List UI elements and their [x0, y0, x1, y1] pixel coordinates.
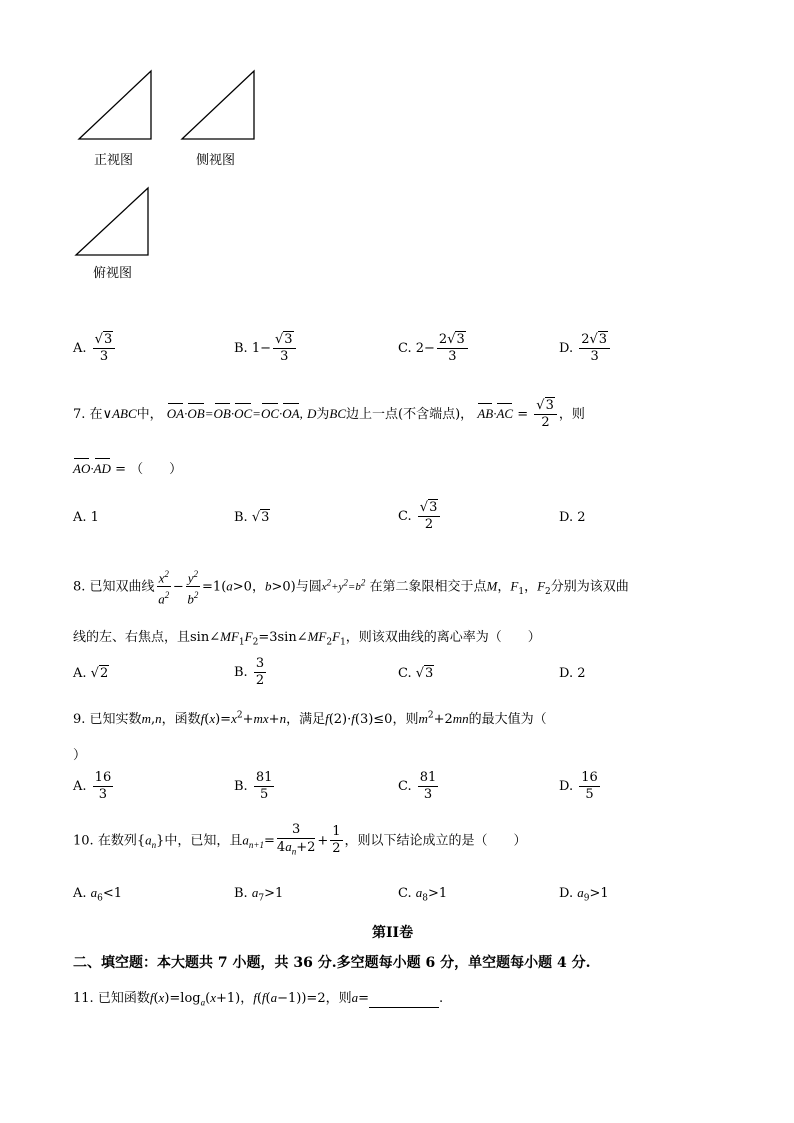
q9-option-a: A. $\frac{16}{3}$ [73, 770, 112, 802]
q8-option-c: C. √3 [398, 666, 434, 681]
q7-option-a: A. 1 [73, 510, 99, 525]
q6-option-c: C. 2− $\frac{2√3}{3}$ [398, 332, 470, 365]
front-view-label: 正视图 [94, 153, 134, 168]
q6-option-a: A. $\frac{√3}{3}$ [73, 332, 117, 365]
question-10: 10. 在数列$\{a_n\}$中，已知，且$a_{n+1}=$ $\frac{3}{4a_n+2}$ + $\frac{1}{2}$ ，则以下结论成立的是（ ） [73, 822, 527, 857]
front-view-figure [76, 68, 156, 144]
question-7: 7. 在∨ABC中， OA·OB=OB·OC=OC·OA, D为BC边上一点(不含端点)， AB·AC = $\frac{√3}{2}$ ，则 [73, 398, 585, 430]
q8-option-a: A. √2 [73, 666, 109, 681]
q9-option-d: D. $\frac{16}{5}$ [559, 770, 598, 802]
section-heading: 二、填空题：本大题共 7 小题，共 36 分.多空题每小题 6 分，单空题每小题 4 分. [73, 955, 591, 971]
q10-option-b: B. $a_7>1$ [234, 885, 284, 904]
side-view-label: 侧视图 [196, 153, 236, 168]
q8-option-b: B. $\frac{3}{2}$ [234, 656, 265, 688]
q8-option-d: D. 2 [559, 666, 586, 681]
answer-blank[interactable] [369, 995, 439, 1008]
question-8: 8. 已知双曲线 $\frac{x^2}{a^2}$ − $\frac{y^2}{b^2}$ =1(a>0，b>0)与圆$x^2+y^2=b^2$ 在第二象限相交于点M，$F_1$，$F_2$分别为该双曲 [73, 566, 629, 608]
question-9-line2: ） [73, 748, 87, 763]
question-8-line2: 线的左、右焦点，且$\sin\angle MF_1F_2=3\sin\angle MF_2F_1$，则该双曲线的离心率为（ ） [73, 629, 541, 648]
q7-option-b: B. √3 [234, 510, 270, 525]
top-view-figure [73, 185, 153, 259]
q7-option-d: D. 2 [559, 510, 586, 525]
q6-option-d: D. $\frac{2√3}{3}$ [559, 332, 612, 365]
q10-option-a: A. $a_6<1$ [73, 885, 123, 904]
side-view-figure [179, 68, 259, 144]
q6-option-b: B. 1− $\frac{√3}{3}$ [234, 332, 298, 365]
q10-option-c: C. $a_8>1$ [398, 885, 448, 904]
top-view-label: 俯视图 [93, 266, 133, 281]
question-11: 11. 已知函数$f(x)=\log_a(x+1)$，f(f(a−1))=2，则a= . [73, 990, 444, 1008]
q9-option-c: C. $\frac{81}{3}$ [398, 770, 437, 802]
q7-option-c: C. $\frac{√3}{2}$ [398, 500, 442, 533]
q10-option-d: D. $a_9>1$ [559, 885, 609, 904]
question-9: 9. 已知实数m,n，函数$f(x)=x^2+mx+n$，满足f(2)·f(3)≤0，则$m^2+2mn$的最大值为（ [73, 710, 547, 727]
volume-title: 第II卷 [372, 925, 414, 941]
question-7-line2: AO·AD = （ ） [73, 461, 183, 477]
q9-option-b: B. $\frac{81}{5}$ [234, 770, 273, 802]
